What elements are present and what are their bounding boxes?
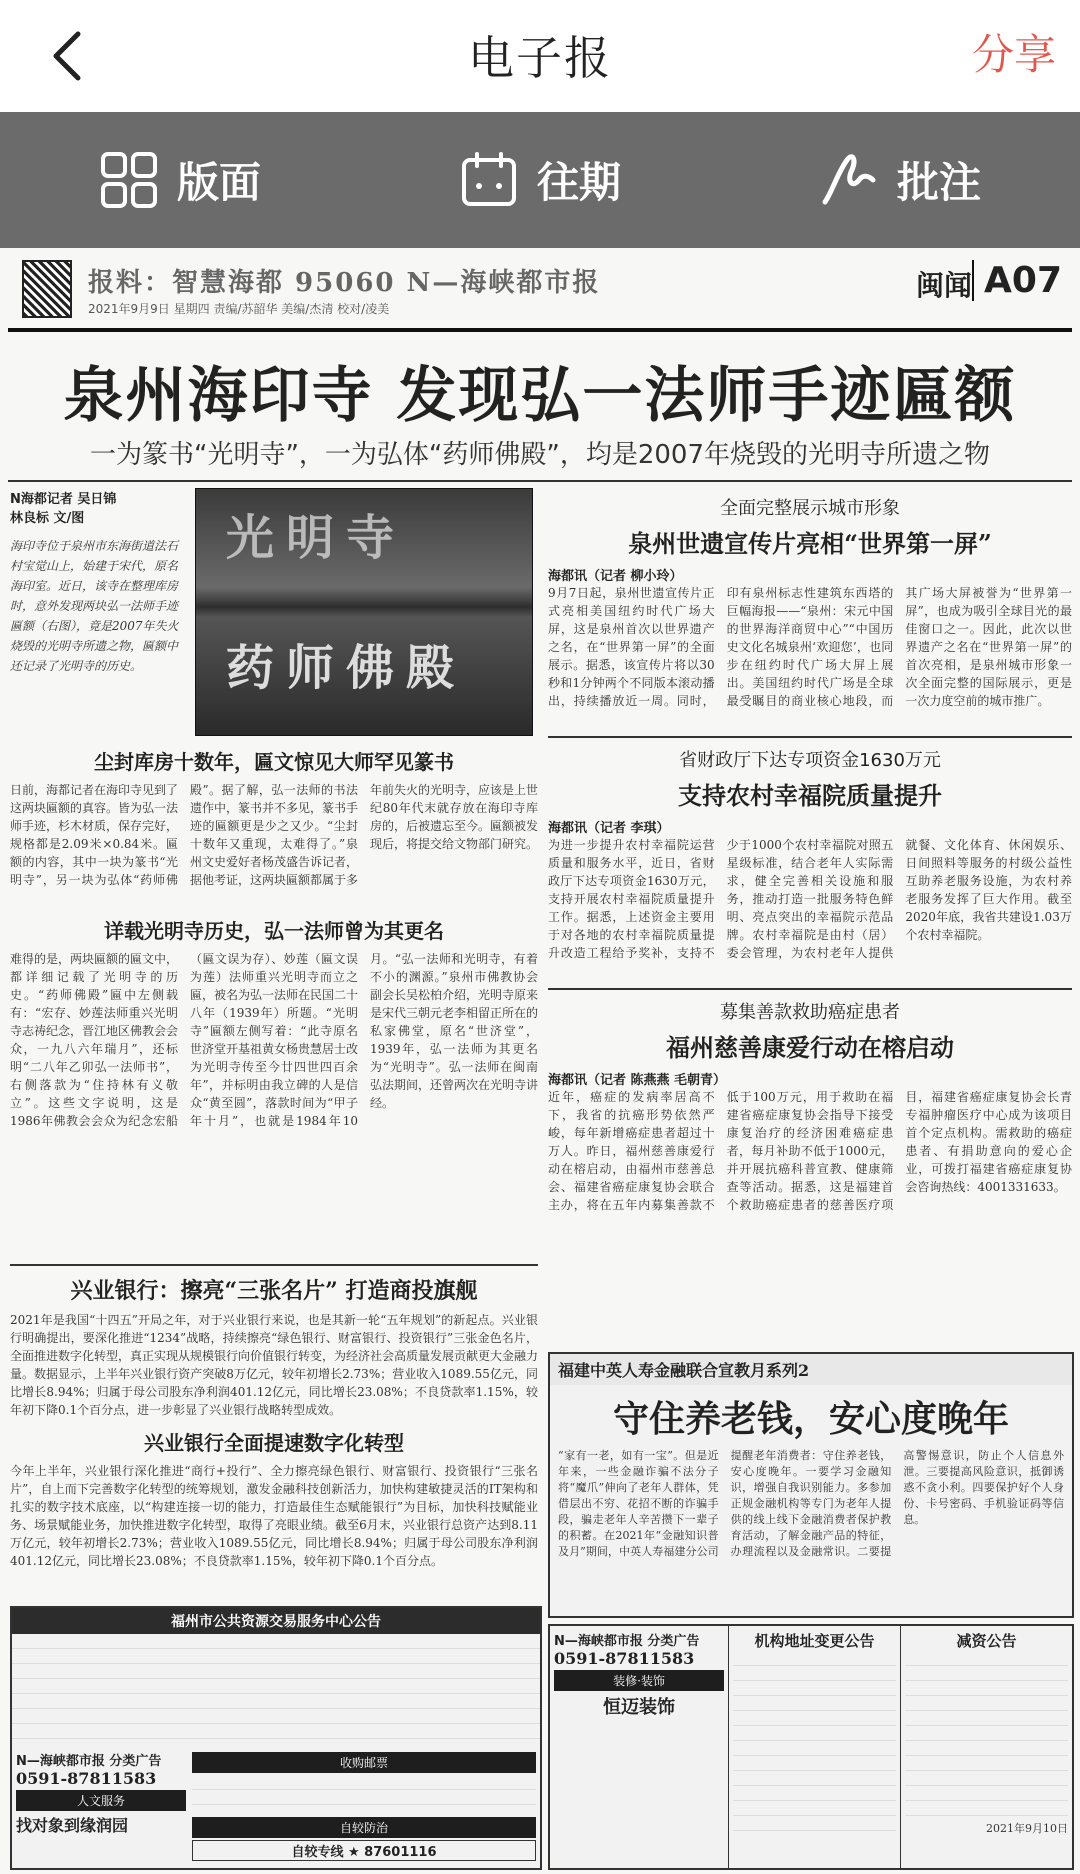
- plaque-photo: [195, 488, 533, 736]
- top-bar: [0, 0, 1080, 112]
- classifieds-left: [10, 1606, 542, 1870]
- plaque-text-2: 药师佛殿: [226, 640, 467, 696]
- qr-code: [22, 260, 72, 318]
- tab-past-issues[interactable]: [360, 112, 720, 248]
- humanities-service: 人文服务: [16, 1790, 186, 1811]
- classified-brand-2: N—海峡都市报 分类广告: [554, 1634, 700, 1649]
- story2-byline: 海都讯（记者 柳小玲）: [548, 569, 683, 584]
- page-title: 电子报: [468, 31, 612, 85]
- tab-layout-label: 版面: [176, 158, 261, 207]
- story3-body: 为进一步提升农村幸福院运营质量和服务水平，近日，省财政厅下达专项资金1630万元，支持开展农村幸福院质量提升工作。据悉，上述资金主要用于对各地的农村幸福院质量提升改造工程给予奖补，支持不少于1000个农村幸福院对照五星级标准，结合老年人实际需求，健全完善相关设施和服务，推动打造一批服务特色鲜明、亮点突出的幸福院示范品牌。农村幸福院是由村（居）委会管理，为农村老年人提供就餐、文化体育、休闲娱乐、日间照料等服务的村级公益性互助养老服务设施，为农村养老服务发挥了巨大作用。截至2020年底，我省共建设1.03万个农村幸福院。: [548, 838, 1072, 960]
- lead-body-1: 日前，海都记者在海印寺见到了这两块匾额的真容。皆为弘一法师手迹，杉木材质，保存完好，规格都是2.09米×0.84米。匾额的内容，其中一块为篆书“光明寺”，另一块为弘体“药师佛殿”。据了解，弘一法师的书法遗作中，篆书并不多见，篆书手迹的匾额更是少之又少。“尘封十数年又重现，太难得了。”泉州文史爱好者杨茂盛告诉记者，据他考证，这两块匾额都属于多年前失火的光明寺，应该是上世纪80年代末就存放在海印寺库房的，后被遗忘至今。匾额被发现后，将提交给文物部门研究。: [10, 783, 538, 887]
- newspaper-page[interactable]: [0, 248, 1080, 1874]
- pen-icon: [819, 150, 879, 210]
- lead-subheading-1: 尘封库房十数年，匾文惊见大师罕见篆书: [94, 750, 454, 774]
- hotline: 自较专线 ★ 87601116: [192, 1840, 536, 1861]
- story4-byline: 海都讯（记者 陈燕燕 毛朝青）: [548, 1073, 727, 1088]
- tab-layout[interactable]: [0, 112, 360, 248]
- insurance-headline: 守住养老钱，安心度晚年: [612, 1398, 1009, 1440]
- notice-text-block: [192, 1775, 536, 1815]
- masthead-info: 2021年9月9日 星期四 责编/苏韶华 美编/杰清 校对/凌美: [88, 302, 390, 316]
- dating-ad: 找对象到缘润园: [16, 1816, 129, 1835]
- insurance-kicker: 福建中英人寿金融联合宣教月系列2: [550, 1354, 1072, 1385]
- self-defense: 自较防治: [192, 1817, 536, 1838]
- story4-kicker: 募集善款救助癌症患者: [720, 1002, 900, 1023]
- insurance-body: “家有一老，如有一宝”。但是近年来，一些金融诈骗不法分子将“魔爪”伸向了老年人群体，凭借层出不穷、花招不断的诈骗手段，骗走老年人辛苦攒下一辈子的积蓄。在2021年“金融知识普及月”期间，中英人寿福建分公司提醒老年消费者：守住养老钱，安心度晚年。一要学习金融知识，增强自我识别能力。多参加正规金融机构等专门为老年人提供的线上线下金融消费者保护教育活动，了解金融产品的特征，办理流程以及金融常识。二要提高警惕意识，防止个人信息外泄。三要提高风险意识，抵御诱惑不贪小利。四要保护好个人身份、卡号密码、手机验证码等信息。: [558, 1449, 1064, 1558]
- masthead-brand: 报料：智慧海都 95060 N—海峡都市报: [88, 268, 601, 298]
- divider: [10, 1264, 538, 1266]
- story3-headline: 支持农村幸福院质量提升: [678, 781, 942, 810]
- tab-past-issues-label: 往期: [536, 158, 621, 207]
- grid-icon: [99, 150, 159, 210]
- address-change-notice: 机构地址变更公告: [754, 1632, 875, 1650]
- classified-brand: N—海峡都市报 分类广告: [16, 1754, 162, 1769]
- page-number: A07: [972, 260, 1062, 301]
- story2-body: 9月7日起，泉州世遗宣传片正式亮相美国纽约时代广场大屏，这是泉州首次以世界遗产之名，在“世界第一屏”的全面展示。据悉，该宣传片将以30秒和1分钟两个不同版本滚动播出，持续播放近一周。同时，印有泉州标志性建筑东西塔的巨幅海报——“泉州：宋元中国的世界海洋商贸中心”“中国历史文化名城泉州‘欢迎您’，也同步在纽约时代广场大屏上展出。美国纽约时代广场是全球最受瞩目的商业核心地段，而其广场大屏被誉为“世界第一屏”，也成为吸引全球目光的最佳窗口之一。因此，此次以世界遗产之名在“世界第一屏”的首次亮相，是泉州城市形象一次全面完整的国际展示，更是一次力度空前的城市推广。: [548, 586, 1072, 708]
- lead-byline: N海都记者 吴日锦: [10, 492, 117, 507]
- lead-body-2: 难得的是，两块匾额的匾文中，都详细记载了光明寺的历史。“药师佛殿”匾中左侧载有：“宏存、妙莲法师重兴光明寺志祷纪念，晋江地区佛教会会众，一九八六年瑞月”，还标明“二八年乙卯弘一法师书”，右侧落款为“住持林有义敬立”。这些文字说明，这是1986年佛教会会众为纪念宏船（匾文误为存）、妙莲（匾文误为莲）法师重兴光明寺而立之匾，被名为弘一法师在民国二十八年（1939年）所题。“光明寺”匾额左侧写着：“此寺原名世济堂开基祖黄女杨贵慧居士改为光明寺传至今廿四世四百余年”，并标明由我立碑的人是信众“黄至圆”，落款时间为“甲子年十月”，也就是1984年10月。“弘一法师和光明寺，有着不小的渊源。”泉州市佛教协会副会长吴松柏介绍，光明寺原来是宋代三朝元老李相留正所在的私家佛堂，原名“世济堂”，1939年，弘一法师为其更名为“光明寺”。弘一法师在闽南弘法期间，还曾两次在光明寺讲经。: [10, 952, 538, 1128]
- right-column: [548, 488, 1072, 1250]
- public-resource-notice: 福州市公共资源交易服务中心公告: [12, 1608, 540, 1634]
- share-button[interactable]: 分享: [971, 30, 1056, 79]
- lead-headline: 泉州海印寺 发现弘一法师手迹匾额: [63, 361, 1017, 431]
- stamp-purchase: 收购邮票: [192, 1752, 536, 1773]
- lead-story: [10, 488, 538, 1166]
- notice-date: 2021年9月10日: [986, 1822, 1068, 1835]
- story4-headline: 福州慈善康爱行动在榕启动: [666, 1033, 954, 1062]
- lead-subhead: 一为篆书“光明寺”，一为弘体“药师佛殿”，均是2007年烧毁的光明寺所遗之物: [89, 440, 991, 470]
- story3-byline: 海都讯（记者 李琪）: [548, 821, 670, 836]
- lead-subheading-2: 详载光明寺历史，弘一法师曾为其更名: [104, 919, 444, 943]
- bank-sub-body: 今年上半年，兴业银行深化推进“商行+投行”、全力擦亮绿色银行、财富银行、投资银行“三张名片”，自上而下完善数字化转型的统筹规划，激发金融科技创新活力，加快构建敏捷灵活的IT架构和扎实的数字技术底座，以“构建连接一切的能力，打造最佳生态赋能银行”为目标，加快科技赋能业务、场景赋能业务，加快推进数字化转型，取得了亮眼业绩。截至6月末，兴业银行总资产达到8.11万亿元，较年初增长2.73%；营业收入1089.55亿元，同比增长8.94%；归属于母公司股东净利润401.12亿元，同比增长23.08%；不良贷款率1.15%，较年初下降0.1个百分点。: [10, 1464, 538, 1568]
- divider: [8, 480, 1072, 482]
- decoration-header: 装修·装饰: [554, 1670, 724, 1691]
- lead-paragraph: 海印寺位于泉州市东海街道法石村宝觉山上，始建于宋代，原名海印室。近日，该寺在整理库房时，意外发现两块弘一法师手迹匾额（右图），竟是2007年失火烧毁的光明寺所遗之物，匾额中还记录了光明寺的历史。: [10, 539, 179, 673]
- renovation-ad: 恒迈装饰: [603, 1697, 675, 1718]
- bank-story: [10, 1264, 538, 1570]
- notice-text-block: [12, 1634, 540, 1746]
- calendar-icon: [459, 150, 519, 210]
- insurance-ad[interactable]: [548, 1352, 1074, 1618]
- masthead: [8, 256, 1072, 332]
- bank-subheading: 兴业银行全面提速数字化转型: [144, 1431, 404, 1455]
- story2-headline: 泉州世遗宣传片亮相“世界第一屏”: [628, 529, 992, 558]
- story4-body: 近年，癌症的发病率居高不下，我省的抗癌形势依然严峻，每年新增癌症患者超过十万人。昨日，福州慈善康爱行动在榕启动，由福州市慈善总会、福建省癌症康复协会联合主办，将在五年内募集善款不低于100万元，用于救助在福建省癌症康复协会指导下接受康复治疗的经济困难癌症患者，每月补助不低于1000元，并开展抗癌科普宣教、健康筛查等活动。据悉，这是福建首个救助癌症患者的慈善医疗项目，福建省癌症康复协会长青专福肿瘤医疗中心成为该项目首个定点机构。需救助的癌症患者、有捐助意向的爱心企业，可拨打福建省癌症康复协会咨询热线：4001331633。: [548, 1090, 1072, 1212]
- plaque-text-1: 光明寺: [226, 510, 407, 566]
- bank-headline: 兴业银行：擦亮“三张名片” 打造商投旗舰: [70, 1278, 478, 1304]
- classified-phone-2: 0591-87811583: [554, 1649, 695, 1668]
- section-name: 闽闻: [915, 269, 972, 302]
- classified-phone: 0591-87811583: [16, 1769, 157, 1788]
- divider: [548, 736, 1072, 738]
- story3-kicker: 省财政厅下达专项资金1630万元: [679, 750, 941, 771]
- story2-kicker: 全面完整展示城市形象: [720, 498, 900, 519]
- tab-annotate[interactable]: [720, 112, 1080, 248]
- capital-reduction-notice: 减资公告: [956, 1632, 1017, 1650]
- notice-text-block: [905, 1651, 1068, 1821]
- bank-body: 2021年是我国“十四五”开局之年，对于兴业银行来说，也是其新一轮“五年规划”的新起点。兴业银行明确提出，要深化推进“1234”战略，持续擦亮“绿色银行、财富银行、投资银行”三张金色名片，全面推进数字化转型，真正实现从规模银行向价值银行转变，为经济社会高质量发展贡献更大金融力量。数据显示，上半年兴业银行资产突破8万亿元，较年初增长2.73%；营业收入1089.55亿元，同比增长8.94%；归属于母公司股东净利润401.12亿元，同比增长23.08%；不良贷款率1.15%，较年初下降0.1个百分点，进一步彰显了兴业银行战略转型成效。: [10, 1313, 538, 1417]
- classifieds-right: [548, 1624, 1074, 1870]
- lead-byline-2: 林良标 文/图: [10, 511, 85, 526]
- notice-text-block: [733, 1651, 896, 1841]
- tab-annotate-label: 批注: [896, 158, 981, 207]
- edition-toolbar: [0, 112, 1080, 248]
- divider: [548, 988, 1072, 990]
